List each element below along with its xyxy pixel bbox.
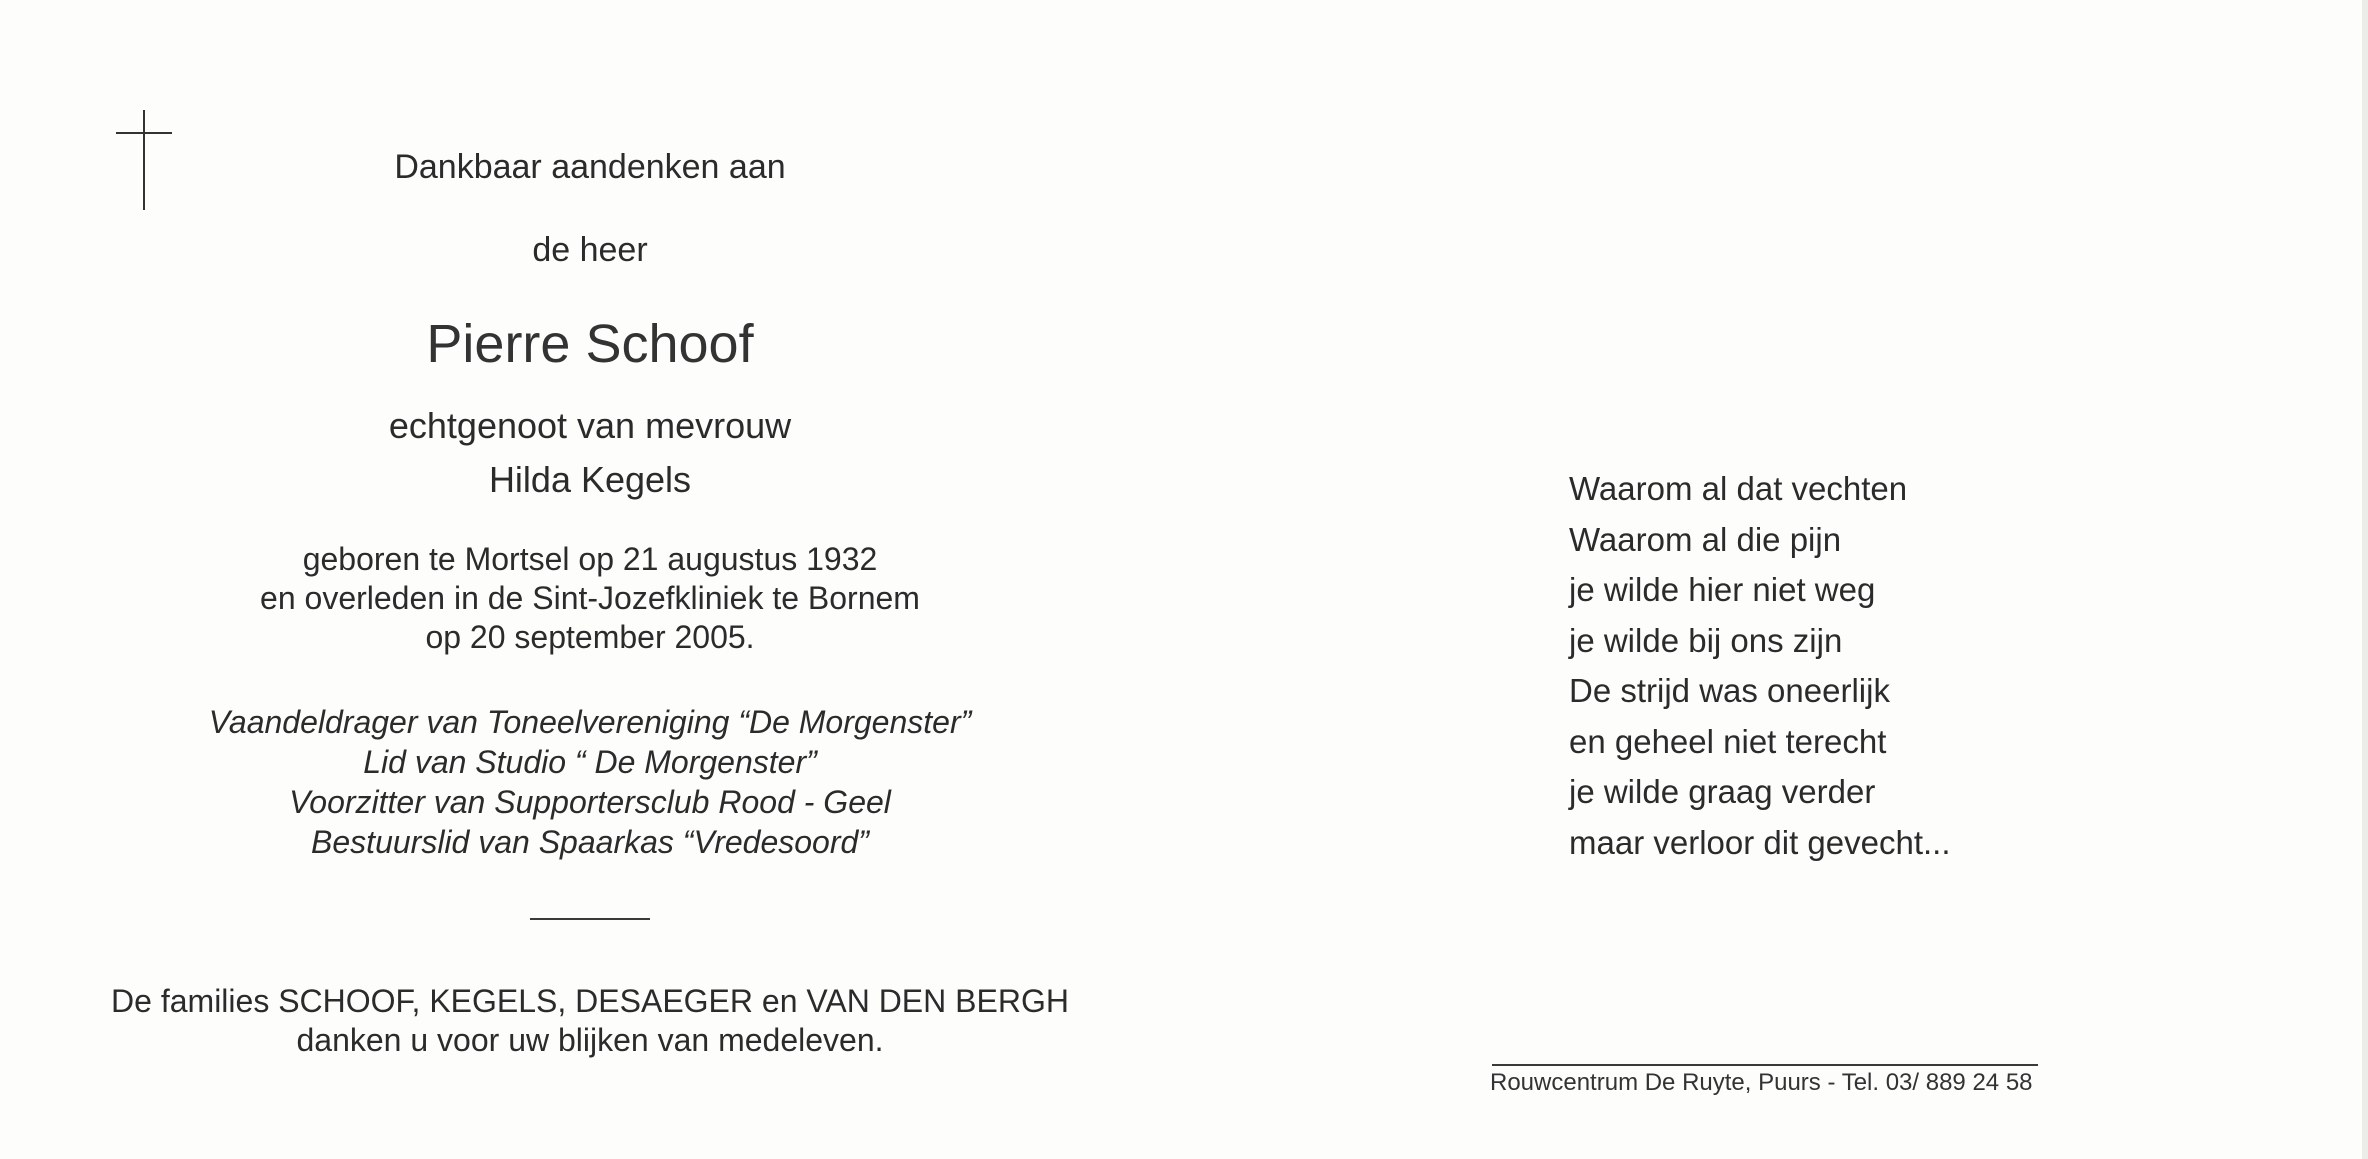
deceased-name: Pierre Schoof — [426, 314, 754, 374]
birth-death-line: op 20 september 2005. — [425, 619, 755, 655]
intro-text: Dankbaar aandenken aan — [394, 148, 786, 186]
membership-line: Vaandeldrager van Toneelvereniging “De Morgenster” — [208, 704, 972, 740]
birth-death-line: en overleden in de Sint-Jozefkliniek te Bornem — [260, 580, 920, 616]
poem-line: en geheel niet terecht — [1569, 722, 1887, 760]
footer-rule — [1492, 1064, 2038, 1066]
membership-line: Voorzitter van Supportersclub Rood - Geel — [289, 784, 891, 820]
poem-line: Waarom al dat vechten — [1569, 470, 1908, 507]
poem-line: De strijd was oneerlijk — [1569, 672, 1890, 709]
poem-block — [1569, 464, 1951, 868]
birth-death-block — [90, 540, 1090, 657]
families-line: De families SCHOOF, KEGELS, DESAEGER en VAN DEN BERGH — [111, 983, 1069, 1019]
poem-line: je wilde hier niet weg — [1569, 571, 1876, 608]
families-block — [90, 982, 1090, 1060]
poem-line: Waarom al die pijn — [1569, 520, 1842, 558]
membership-line: Lid van Studio “ De Morgenster” — [363, 744, 817, 780]
poem-line: je wilde graag verder — [1569, 773, 1876, 810]
funeral-home-text: Rouwcentrum De Ruyte, Puurs - Tel. 03/ 889 24 58 — [1490, 1069, 2033, 1096]
families-line: danken u voor uw blijken van medeleven. — [296, 1022, 884, 1058]
poem-line: maar verloor dit gevecht... — [1569, 823, 1951, 861]
memberships-block — [90, 702, 1090, 862]
spouse-label: echtgenoot van mevrouw — [388, 405, 792, 446]
membership-line: Bestuurslid van Spaarkas “Vredesoord” — [311, 824, 869, 860]
title-prefix: de heer — [532, 231, 648, 269]
birth-death-line: geboren te Mortsel op 21 augustus 1932 — [302, 541, 878, 577]
card-edge-shadow — [2362, 0, 2368, 1159]
spouse-name: Hilda Kegels — [488, 459, 692, 500]
separator-line — [530, 918, 650, 920]
poem-line: je wilde bij ons zijn — [1569, 621, 1843, 659]
